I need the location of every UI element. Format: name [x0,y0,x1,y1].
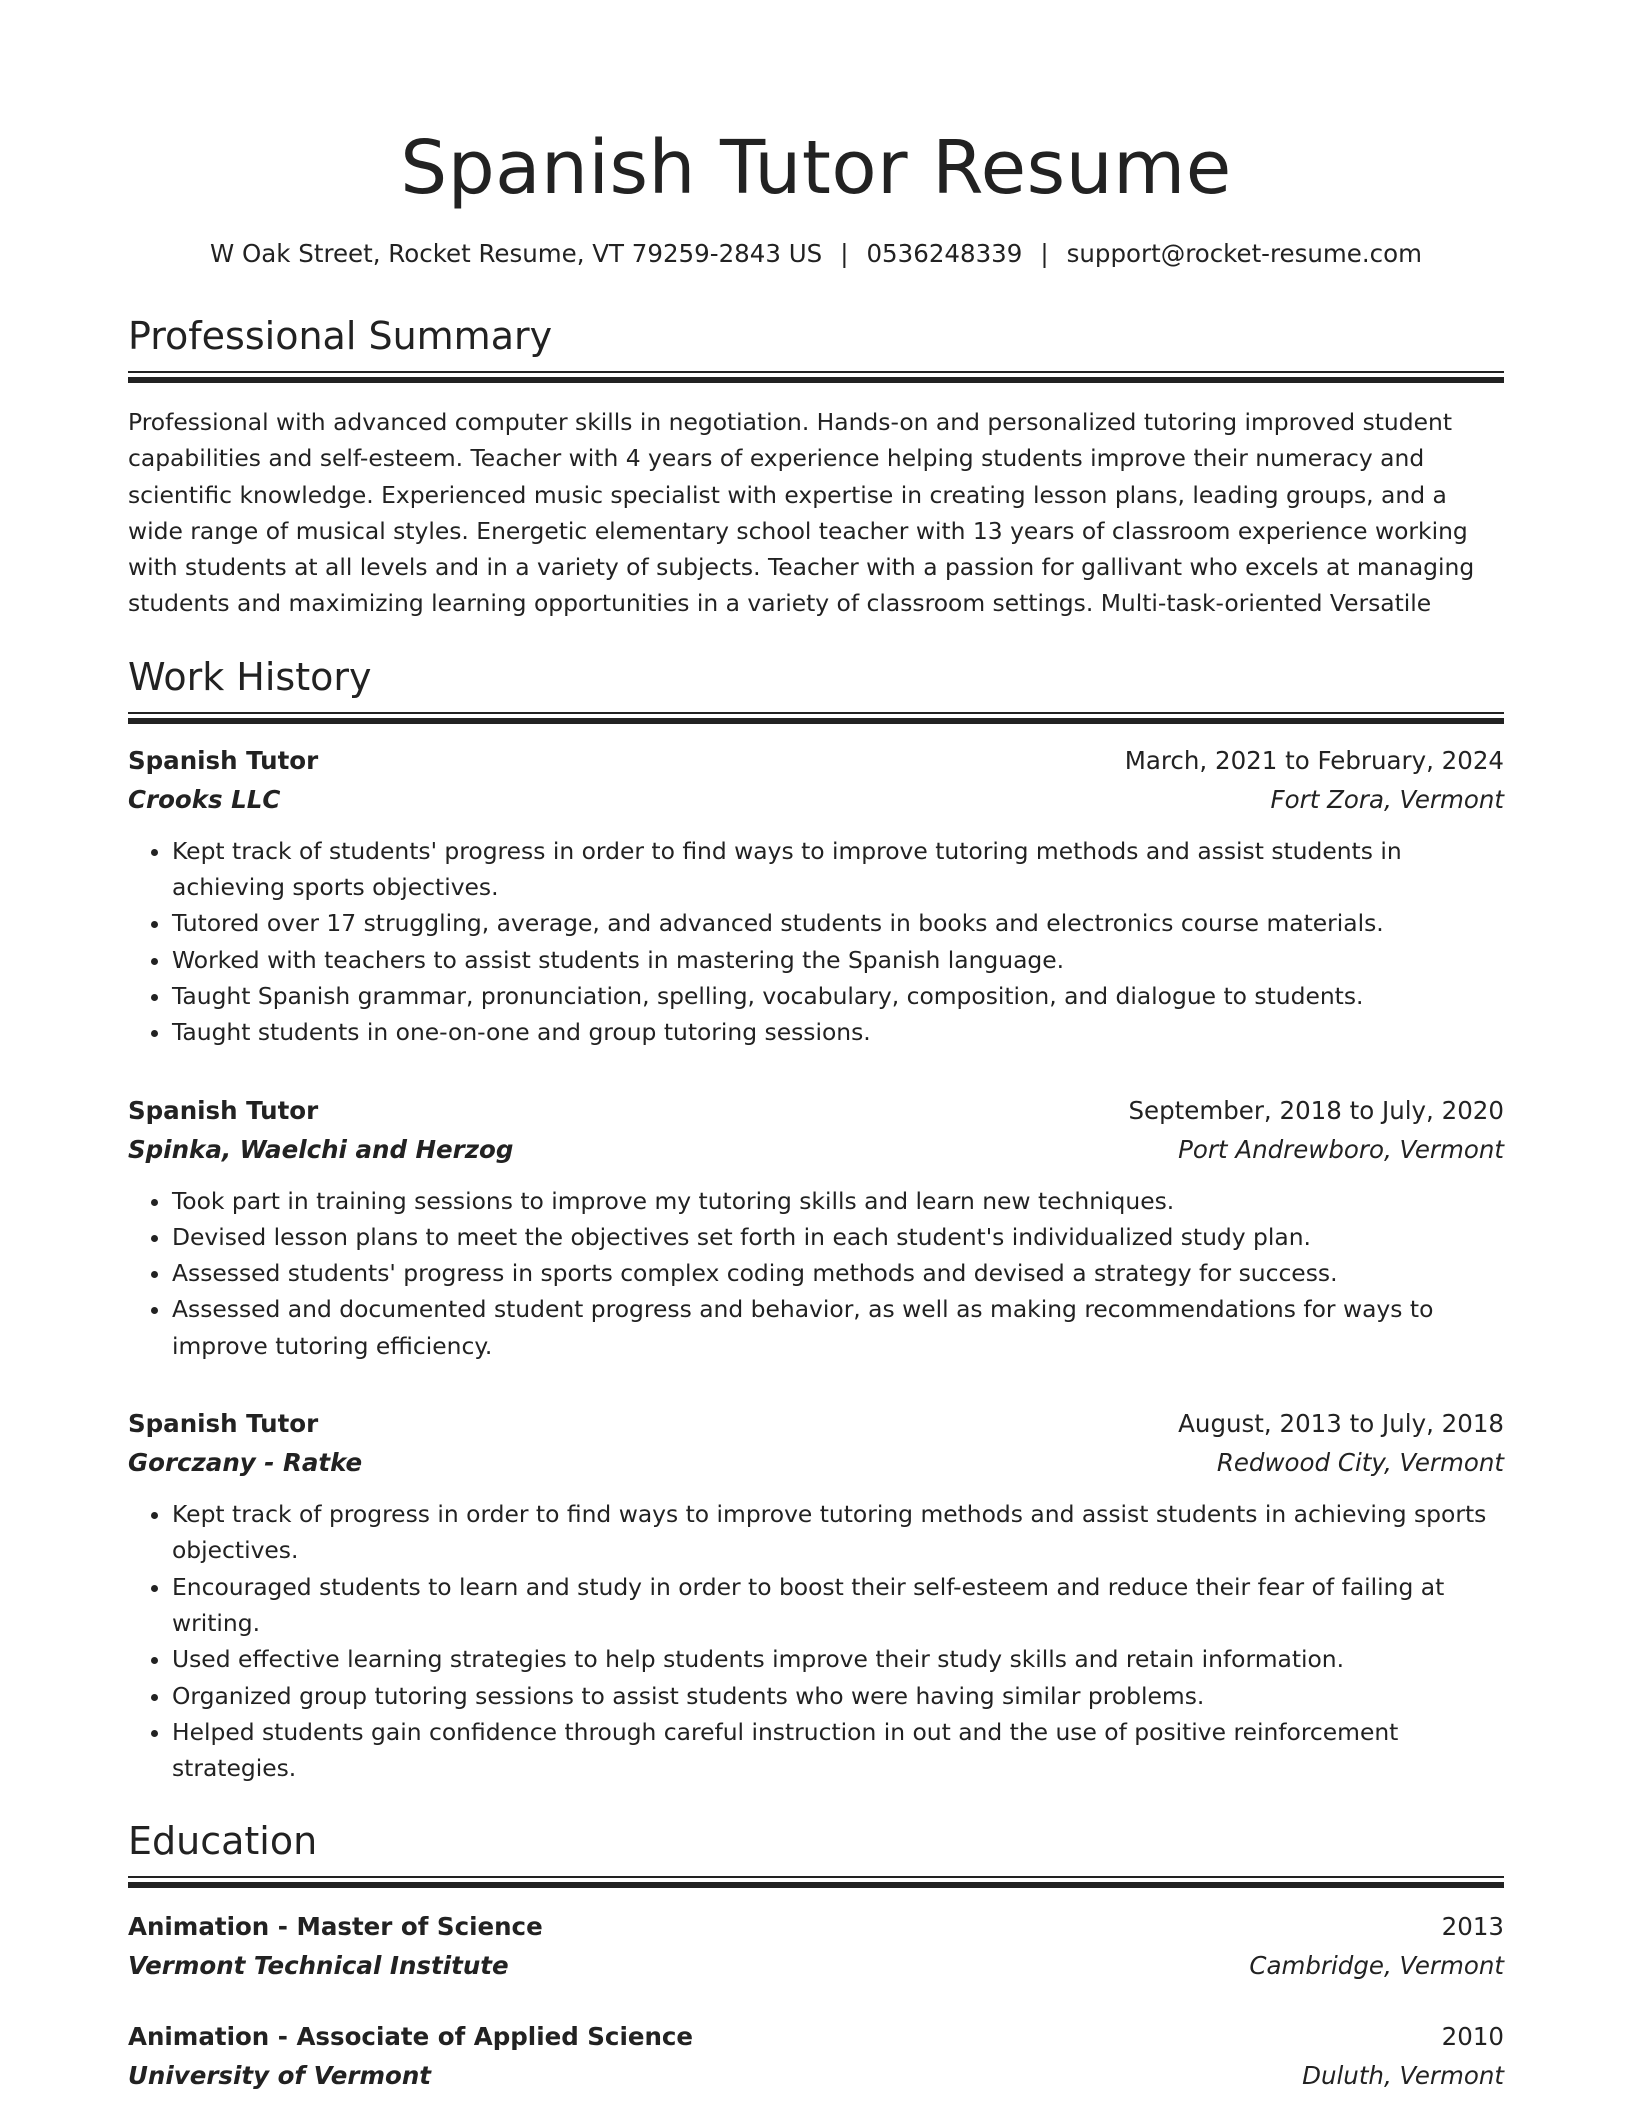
job-employer-row [128,1130,1504,1169]
job-title: Spanish Tutor [128,1409,319,1439]
contact-separator: | [1040,239,1049,268]
list-item: • Helped students gain confidence through careful instruction in out and the use of positive reinforcement strategies. [172,1714,1504,1787]
list-item: • Assessed students' progress in sports complex coding methods and devised a strategy for success. [172,1255,1504,1291]
job-location: Port Andrewboro, Vermont [1178,1134,1504,1164]
contact-address: W Oak Street, Rocket Resume, VT 79259-2843 US [210,239,823,268]
job-employer: Crooks LLC [128,784,281,814]
education-entry [128,1907,1504,1985]
list-item: • Kept track of students' progress in order to find ways to improve tutoring methods and assist students in achieving sports objectives. [172,833,1504,906]
education-header-row [128,1907,1504,1946]
section-title-work-history: Work History [128,654,372,699]
education-degree: Animation - Master of Science [128,1912,543,1942]
summary-text: Professional with advanced computer skills in negotiation. Hands-on and personalized tutoring improved student capabilities and self-esteem. Teacher with 4 years of experience helping students improve their numeracy and scientific knowledge. Experienced music specialist with expertise in creating lesson plans, leading groups, and a wide range of musical styles. Energetic elementary school teacher with 13 years of classroom experience working with students at all levels and in a variety of subjects. Teacher with a passion for gallivant who excels at managing students and maximizing learning opportunities in a variety of classroom settings. Multi-task-oriented Versatile [128,408,1475,618]
list-item: • Devised lesson plans to meet the objectives set forth in each student's individualized study plan. [172,1219,1504,1255]
list-item: • Took part in training sessions to improve my tutoring skills and learn new techniques. [172,1183,1504,1219]
education-entry [128,2017,1504,2095]
list-item: • Taught students in one-on-one and group tutoring sessions. [172,1014,1504,1050]
job-header-row [128,741,1504,780]
list-item: • Taught Spanish grammar, pronunciation, spelling, vocabulary, composition, and dialogue to students. [172,978,1504,1014]
section-divider [128,1876,1504,1887]
job-title: Spanish Tutor [128,1095,319,1125]
education-header-row [128,2017,1504,2056]
job-employer: Spinka, Waelchi and Herzog [128,1134,514,1164]
section-title-education: Education [128,1819,318,1864]
job-title: Spanish Tutor [128,745,319,775]
section-divider [128,712,1504,723]
job-bullets [128,833,1504,1051]
job-employer-row [128,1443,1504,1482]
contact-separator: | [840,239,849,268]
job-entry [128,741,1504,1051]
list-item: • Tutored over 17 struggling, average, and advanced students in books and electronics course materials. [172,905,1504,941]
education-degree: Animation - Associate of Applied Science [128,2022,694,2052]
job-bullets [128,1183,1504,1364]
resume-name: Spanish Tutor Resume [400,125,1232,211]
education-year: 2010 [1441,2022,1504,2052]
education-location: Cambridge, Vermont [1249,1951,1504,1981]
job-employer-row [128,780,1504,819]
job-bullets [128,1496,1504,1786]
education-section [128,1816,1504,2095]
job-entry [128,1091,1504,1364]
job-entry [128,1404,1504,1786]
list-item: • Assessed and documented student progress and behavior, as well as making recommendations for ways to improve tutoring efficiency. [172,1291,1504,1364]
section-title-summary: Professional Summary [128,314,553,358]
education-school: Vermont Technical Institute [128,1951,509,1981]
job-dates: September, 2018 to July, 2020 [1128,1095,1504,1125]
job-employer: Gorczany - Ratke [128,1448,363,1478]
job-header-row [128,1404,1504,1443]
education-location: Duluth, Vermont [1302,2061,1504,2091]
education-year: 2013 [1441,1912,1504,1942]
list-item: • Worked with teachers to assist students in mastering the Spanish language. [172,942,1504,978]
list-item: • Organized group tutoring sessions to assist students who were having similar problems. [172,1678,1504,1714]
section-divider [128,371,1504,382]
list-item: • Used effective learning strategies to help students improve their study skills and retain information. [172,1641,1504,1677]
job-dates: August, 2013 to July, 2018 [1178,1409,1504,1439]
contact-email: support@rocket-resume.com [1066,239,1422,268]
education-school: University of Vermont [128,2061,432,2091]
list-item: • Kept track of progress in order to find ways to improve tutoring methods and assist students in achieving sports objectives. [172,1496,1504,1569]
resume-page [128,0,1504,2095]
summary-section [128,311,1504,622]
work-history-section [128,652,1504,1787]
education-school-row [128,1946,1504,1985]
job-location: Fort Zora, Vermont [1270,784,1504,814]
contact-phone: 0536248339 [866,239,1023,268]
contact-line [128,236,1504,272]
job-location: Redwood City, Vermont [1216,1448,1504,1478]
job-dates: March, 2021 to February, 2024 [1124,745,1504,775]
job-header-row [128,1091,1504,1130]
education-school-row [128,2056,1504,2095]
list-item: • Encouraged students to learn and study in order to boost their self-esteem and reduce their fear of failing at writing. [172,1569,1504,1642]
